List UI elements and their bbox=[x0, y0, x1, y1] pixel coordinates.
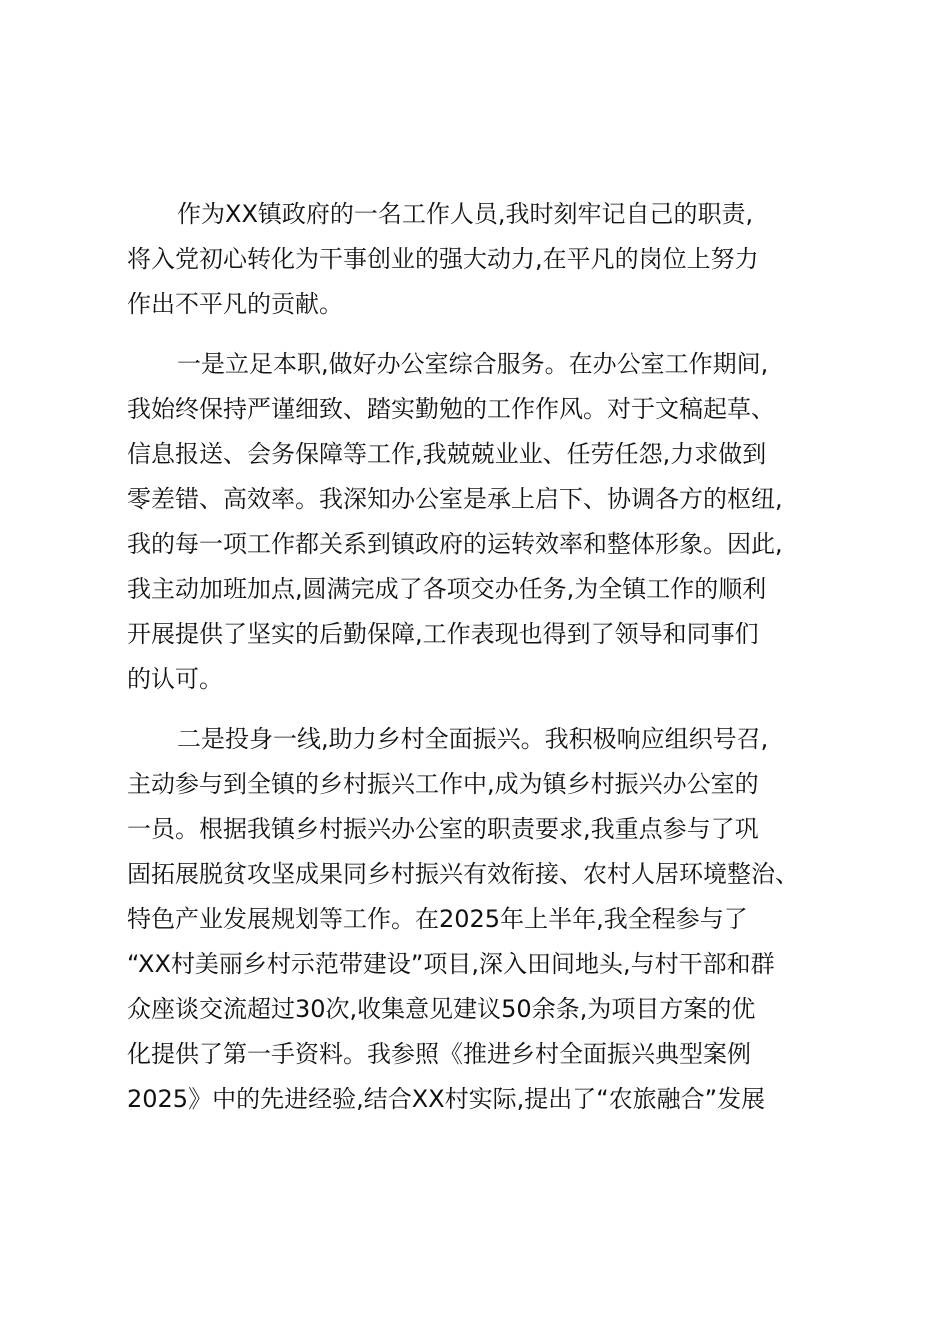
text-line: 作出不平凡的贡献。 bbox=[127, 290, 343, 318]
document-body bbox=[127, 196, 827, 1126]
text-line: 一是立足本职,做好办公室综合服务。在办公室工作期间, bbox=[177, 350, 769, 378]
paragraph-office-service bbox=[127, 346, 827, 706]
text-line: 众座谈交流超过30次,收集意见建议50余条,为项目方案的优 bbox=[127, 995, 756, 1023]
paragraph-spacer bbox=[127, 331, 827, 346]
text-line: 开展提供了坚实的后勤保障,工作表现也得到了领导和同事们 bbox=[127, 620, 759, 648]
paragraph-intro bbox=[127, 196, 827, 331]
text-line: 的认可。 bbox=[127, 665, 223, 693]
text-line: 化提供了第一手资料。我参照《推进乡村全面振兴典型案例 bbox=[127, 1040, 751, 1068]
text-line: 将入党初心转化为干事创业的强大动力,在平凡的岗位上努力 bbox=[127, 245, 759, 273]
text-line: 一员。根据我镇乡村振兴办公室的职责要求,我重点参与了巩 bbox=[127, 815, 759, 843]
text-line: 我的每一项工作都关系到镇政府的运转效率和整体形象。因此, bbox=[127, 530, 783, 558]
text-line: 固拓展脱贫攻坚成果同乡村振兴有效衔接、农村人居环境整治、 bbox=[127, 860, 799, 888]
text-line: 主动参与到全镇的乡村振兴工作中,成为镇乡村振兴办公室的 bbox=[127, 770, 759, 798]
text-line: “XX村美丽乡村示范带建设”项目,深入田间地头,与村干部和群 bbox=[127, 950, 775, 978]
text-line: 二是投身一线,助力乡村全面振兴。我积极响应组织号召, bbox=[177, 725, 769, 753]
paragraph-spacer bbox=[127, 706, 827, 721]
text-line: 作为XX镇政府的一名工作人员,我时刻牢记自己的职责, bbox=[177, 200, 754, 228]
text-line: 我主动加班加点,圆满完成了各项交办任务,为全镇工作的顺利 bbox=[127, 575, 767, 603]
paragraph-rural-revitalization bbox=[127, 721, 827, 1126]
text-line: 零差错、高效率。我深知办公室是承上启下、协调各方的枢纽, bbox=[127, 485, 783, 513]
text-line: 特色产业发展规划等工作。在2025年上半年,我全程参与了 bbox=[127, 905, 748, 933]
text-line: 信息报送、会务保障等工作,我兢兢业业、任劳任怨,力求做到 bbox=[127, 440, 767, 468]
text-line: 我始终保持严谨细致、踏实勤勉的工作作风。对于文稿起草、 bbox=[127, 395, 775, 423]
text-line: 2025》中的先进经验,结合XX村实际,提出了“农旅融合”发展 bbox=[127, 1085, 766, 1113]
